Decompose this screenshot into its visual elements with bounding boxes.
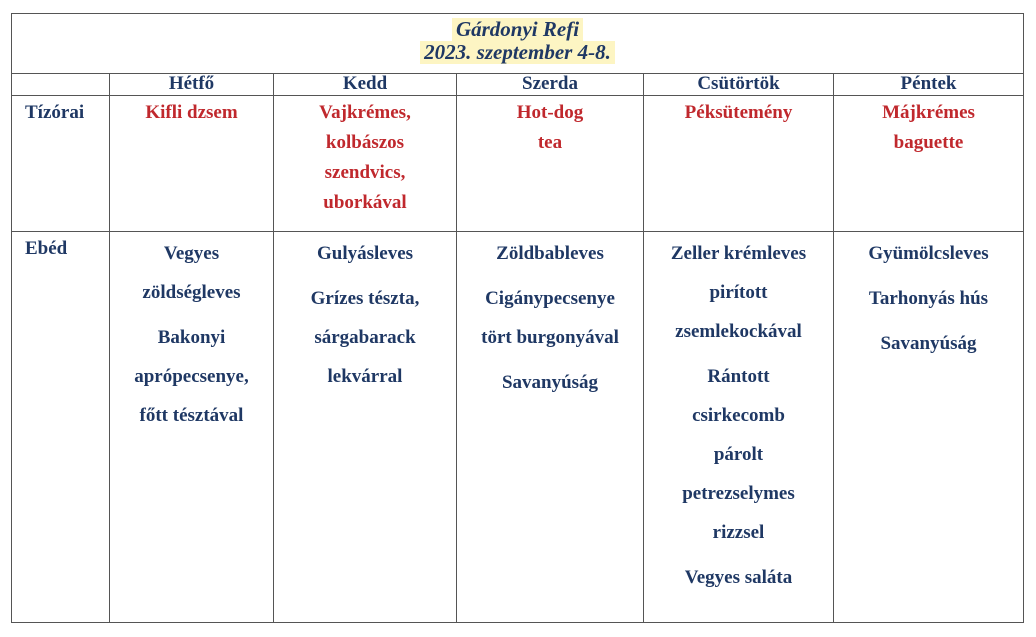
dish-text-line: sárgabarack (314, 327, 416, 348)
dish-text-line: Cigánypecsenye (485, 288, 615, 309)
dish-text-line: Gyümölcsleves (868, 243, 989, 264)
lunch-cell (274, 232, 457, 623)
dish-text-line: Bakonyi (157, 327, 226, 348)
snack-dish (457, 128, 643, 158)
dish-text-line: rizzsel (712, 522, 765, 543)
dish-text-line: baguette (893, 132, 964, 153)
lunch-cell (457, 232, 644, 623)
lunch-cell (644, 232, 834, 623)
dish-text-line: tört burgonyával (481, 327, 619, 348)
day-header-wednesday: Szerda (457, 74, 644, 96)
dish-text-line: zsemlekockával (675, 321, 802, 342)
day-header-row (12, 74, 1024, 96)
snack-cell (834, 96, 1024, 232)
lunch-label: Ebéd (25, 238, 68, 259)
day-header-monday: Hétfő (110, 74, 274, 96)
dish-text-line: párolt (713, 444, 764, 465)
dish-text-line: Hot-dog (516, 102, 584, 123)
dish-text-line: lekvárral (327, 366, 403, 387)
lunch-dish (834, 279, 1023, 318)
snack-dish (457, 98, 643, 128)
weekly-menu-table (11, 13, 1024, 623)
snack-cell (274, 96, 457, 232)
lunch-dish (834, 234, 1023, 273)
day-header-friday: Péntek (834, 74, 1024, 96)
title-row (12, 14, 1024, 74)
dish-text-line: Savanyúság (501, 372, 599, 393)
dish-text-line: tea (537, 132, 563, 153)
snack-row-label (12, 96, 110, 232)
day-header-thursday: Csütörtök (644, 74, 834, 96)
lunch-cell (110, 232, 274, 623)
lunch-dish (457, 279, 643, 357)
dish-text-line: Péksütemény (684, 102, 793, 123)
snack-dish (110, 98, 273, 128)
corner-cell (12, 74, 110, 96)
dish-text-line: Zeller krémleves (670, 243, 807, 264)
lunch-dish (457, 363, 643, 402)
snack-cell (644, 96, 834, 232)
snack-dish (274, 98, 456, 218)
lunch-dish (110, 234, 273, 312)
dish-text-line: uborkával (323, 192, 407, 213)
lunch-row (12, 232, 1024, 623)
dish-text-line: Gulyásleves (316, 243, 414, 264)
lunch-dish (110, 318, 273, 435)
dish-text-line: kolbászos (325, 132, 405, 153)
dish-text-line: petrezselymes (682, 483, 795, 504)
lunch-dish (834, 324, 1023, 363)
snack-cell (457, 96, 644, 232)
snack-label: Tízórai (25, 102, 85, 123)
menu-date-range: 2023. szeptember 4-8. (420, 41, 615, 64)
snack-dish (834, 98, 1023, 158)
title-cell (12, 14, 1024, 74)
lunch-dish (644, 357, 833, 552)
snack-cell (110, 96, 274, 232)
lunch-dish (274, 279, 456, 396)
dish-text-line: Kifli dzsem (145, 102, 238, 123)
dish-text-line: Májkrémes (882, 102, 975, 123)
snack-dish (644, 98, 833, 128)
dish-text-line: Vajkrémes, (319, 102, 411, 123)
dish-text-line: Vegyes saláta (684, 567, 793, 588)
dish-text-line: pirított (709, 282, 768, 303)
lunch-dish (274, 234, 456, 273)
dish-text-line: aprópecsenye, (134, 366, 249, 387)
dish-text-line: Vegyes (163, 243, 220, 264)
dish-text-line: zöldségleves (142, 282, 241, 303)
lunch-dish (457, 234, 643, 273)
lunch-row-label (12, 232, 110, 623)
lunch-dish (644, 558, 833, 597)
dish-text-line: Savanyúság (880, 333, 977, 354)
snack-row (12, 96, 1024, 232)
dish-text-line: Grízes tészta, (310, 288, 420, 309)
dish-text-line: csirkecomb (692, 405, 785, 426)
dish-text-line: Rántott (707, 366, 770, 387)
dish-text-line: főtt tésztával (139, 405, 244, 426)
dish-text-line: szendvics, (324, 162, 406, 183)
dish-text-line: Tarhonyás hús (868, 288, 989, 309)
lunch-dish (644, 234, 833, 351)
day-header-tuesday: Kedd (274, 74, 457, 96)
menu-title: Gárdonyi Refi (452, 18, 583, 41)
lunch-cell (834, 232, 1024, 623)
dish-text-line: Zöldbableves (496, 243, 604, 264)
